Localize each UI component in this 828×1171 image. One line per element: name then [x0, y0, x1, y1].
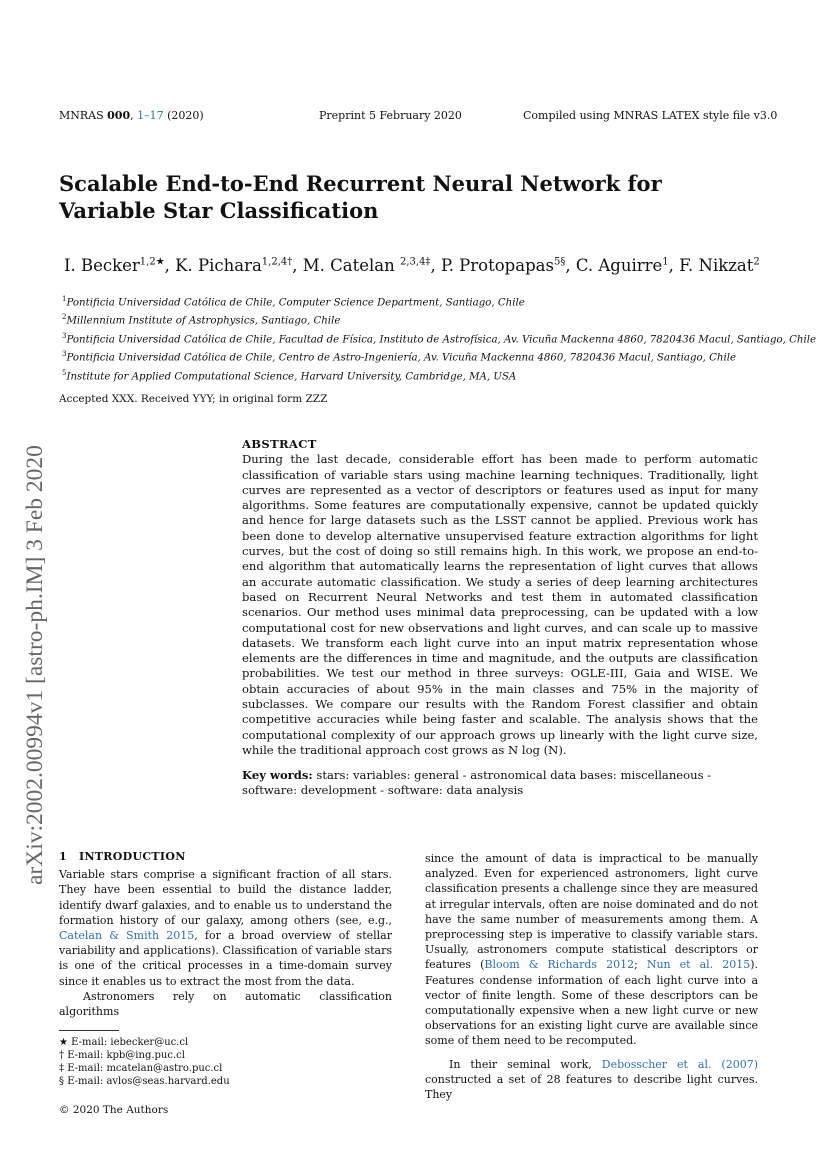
footnote: † E-mail: kpb@ing.puc.cl: [59, 1050, 185, 1061]
paragraph: since the amount of data is impractical to be manually analyzed. Even for experienced astronomers, light curve classification presents a challenge since they are measured at irregular intervals, often are noise dominated and do not have the same number of measurements among them. A preprocessing step is imperative to classify variable stars. Usually, astronomers compute statistical descriptors or features (Bloom & Richards 2012; Nun et al. 2015). Features condense information of each light curve into a vector of finite length. Some of these descriptors can be computationally expensive when a new light curve or new observations for an existing light curve are available since some of them need to be recomputed.: [425, 852, 758, 1048]
author: M. Catelan $^{2,3,4\ddagger}$: [302, 256, 431, 275]
abstract-heading: ABSTRACT: [242, 437, 317, 451]
paragraph: Variable stars comprise a significant fraction of all stars. They have been essential to build the distance ladder, identify dwarf galaxies, and to enable us to understand the formation history of our galaxy, among others (see, e.g., Catelan & Smith 2015, for a broad overview of stellar variability and applications). Classification of variable stars is one of the critical processes in a time-domain survey since it enables us to extract the most from the data.: [59, 868, 392, 988]
abstract-text: During the last decade, considerable effort has been made to perform automatic classification of variable stars using machine learning techniques. Traditionally, light curves are represented as a vector of descriptors or features used as input for many algorithms. Some features are computationally expensive, cannot be updated quickly and hence for large datasets such as the LSST cannot be applied. Previous work has been done to develop alternative unsupervised feature extraction algorithms for light curves, but the cost of doing so still remains high. In this work, we propose an end-to-end algorithm that automatically learns the representation of light curves that allows an accurate automatic classification. We study a series of deep learning architectures based on Recurrent Neural Networks and test them in automated classification scenarios. Our method uses minimal data preprocessing, can be updated with a low computational cost for new observations and light curves, and can scale up to massive datasets. We transform each light curve into an input matrix representation whose elements are the differences in time and magnitude, and the outputs are classification probabilities. We test our method in three surveys: OGLE-III, Gaia and WISE. We obtain accuracies of about 95% in the main classes and 75% in the majority of subclasses. We compare our results with the Random Forest classifier and obtain competitive accuracies while being faster and scalable. The analysis shows that the computational complexity of our approach grows up linearly with the light curve size, while the traditional approach cost grows as N log (N).: [242, 452, 758, 757]
journal-header: MNRAS 000, 1–17 (2020): [59, 109, 204, 122]
citation-link[interactable]: Bloom & Richards 2012: [484, 958, 635, 972]
section-heading: 1 INTRODUCTION: [59, 850, 186, 863]
paragraph: In their seminal work, Debosscher et al. (2007) constructed a set of 28 features to describe light curves. They: [425, 1057, 758, 1102]
footnote: ★ E-mail: iebecker@uc.cl: [59, 1037, 189, 1048]
keywords: [242, 768, 758, 799]
footnotes: [59, 1036, 392, 1088]
author: P. Protopapas$^{5\S}$: [440, 256, 566, 275]
keywords-text: stars: variables: general - astronomical data bases: miscellaneous - software: development - software: data analysis: [242, 768, 712, 798]
affiliations: [62, 292, 828, 384]
affiliation: $^2$Millennium Institute of Astrophysics, Santiago, Chile: [62, 313, 341, 327]
arxiv-id-stamp[interactable]: arXiv:2002.00994v1 [astro-ph.IM] 3 Feb 2020: [22, 445, 48, 885]
footnote-rule: [59, 1030, 119, 1031]
author: C. Aguirre$^1$: [575, 256, 669, 275]
footnote: § E-mail: avlos@seas.harvard.edu: [59, 1076, 230, 1087]
author: K. Pichara$^{1,2,4\dagger}$: [175, 256, 293, 275]
affiliation: $^3$Pontificia Universidad Católica de Chile, Facultad de Física, Instituto de Astrofísica, Av. Vicuña Mackenna 4860, 7820436 Macul, Santiago, Chile: [62, 331, 816, 346]
author-list: I. Becker$^{1,2★}$, K. Pichara$^{1,2,4\dagger}$, M. Catelan $^{2,3,4\ddagger}$, P. Protopapas$^{5\S}$, C. Aguirre$^1$, F. Nikzat$^2$: [64, 256, 760, 275]
footnote: ‡ E-mail: mcatelan@astro.puc.cl: [59, 1063, 223, 1074]
abstract: [242, 437, 758, 758]
copyright: © 2020 The Authors: [59, 1104, 169, 1116]
column-left: [59, 849, 392, 1019]
affiliation: $^1$Pontificia Universidad Católica de Chile, Computer Science Department, Santiago, Chile: [62, 295, 525, 309]
affiliation: $^5$Institute for Applied Computational Science, Harvard University, Cambridge, MA, USA: [62, 368, 517, 382]
compiled-note: Compiled using MNRAS LATEX style file v3.0: [523, 109, 778, 122]
paper-title: Scalable End-to-End Recurrent Neural Network for Variable Star Classification: [59, 171, 662, 223]
author: I. Becker$^{1,2★}$: [64, 256, 165, 275]
accepted-line: Accepted XXX. Received YYY; in original form ZZZ: [59, 393, 328, 405]
preprint-date: Preprint 5 February 2020: [319, 109, 462, 122]
keywords-label: Key words:: [242, 768, 313, 782]
paragraph: Astronomers rely on automatic classification algorithms: [59, 989, 392, 1019]
pages-link[interactable]: 1–17: [137, 109, 164, 122]
citation-link[interactable]: Nun et al. 2015: [646, 958, 751, 972]
author: F. Nikzat$^2$: [679, 256, 760, 275]
citation-link[interactable]: Debosscher et al. (2007): [601, 1057, 758, 1071]
affiliation: $^3$Pontificia Universidad Católica de Chile, Centro de Astro-Ingeniería, Av. Vicuña Mackenna 4860, 7820436 Macul, Santiago, Chile: [62, 350, 737, 364]
column-right: [425, 851, 758, 1102]
citation-link[interactable]: Catelan & Smith 2015: [59, 929, 195, 943]
